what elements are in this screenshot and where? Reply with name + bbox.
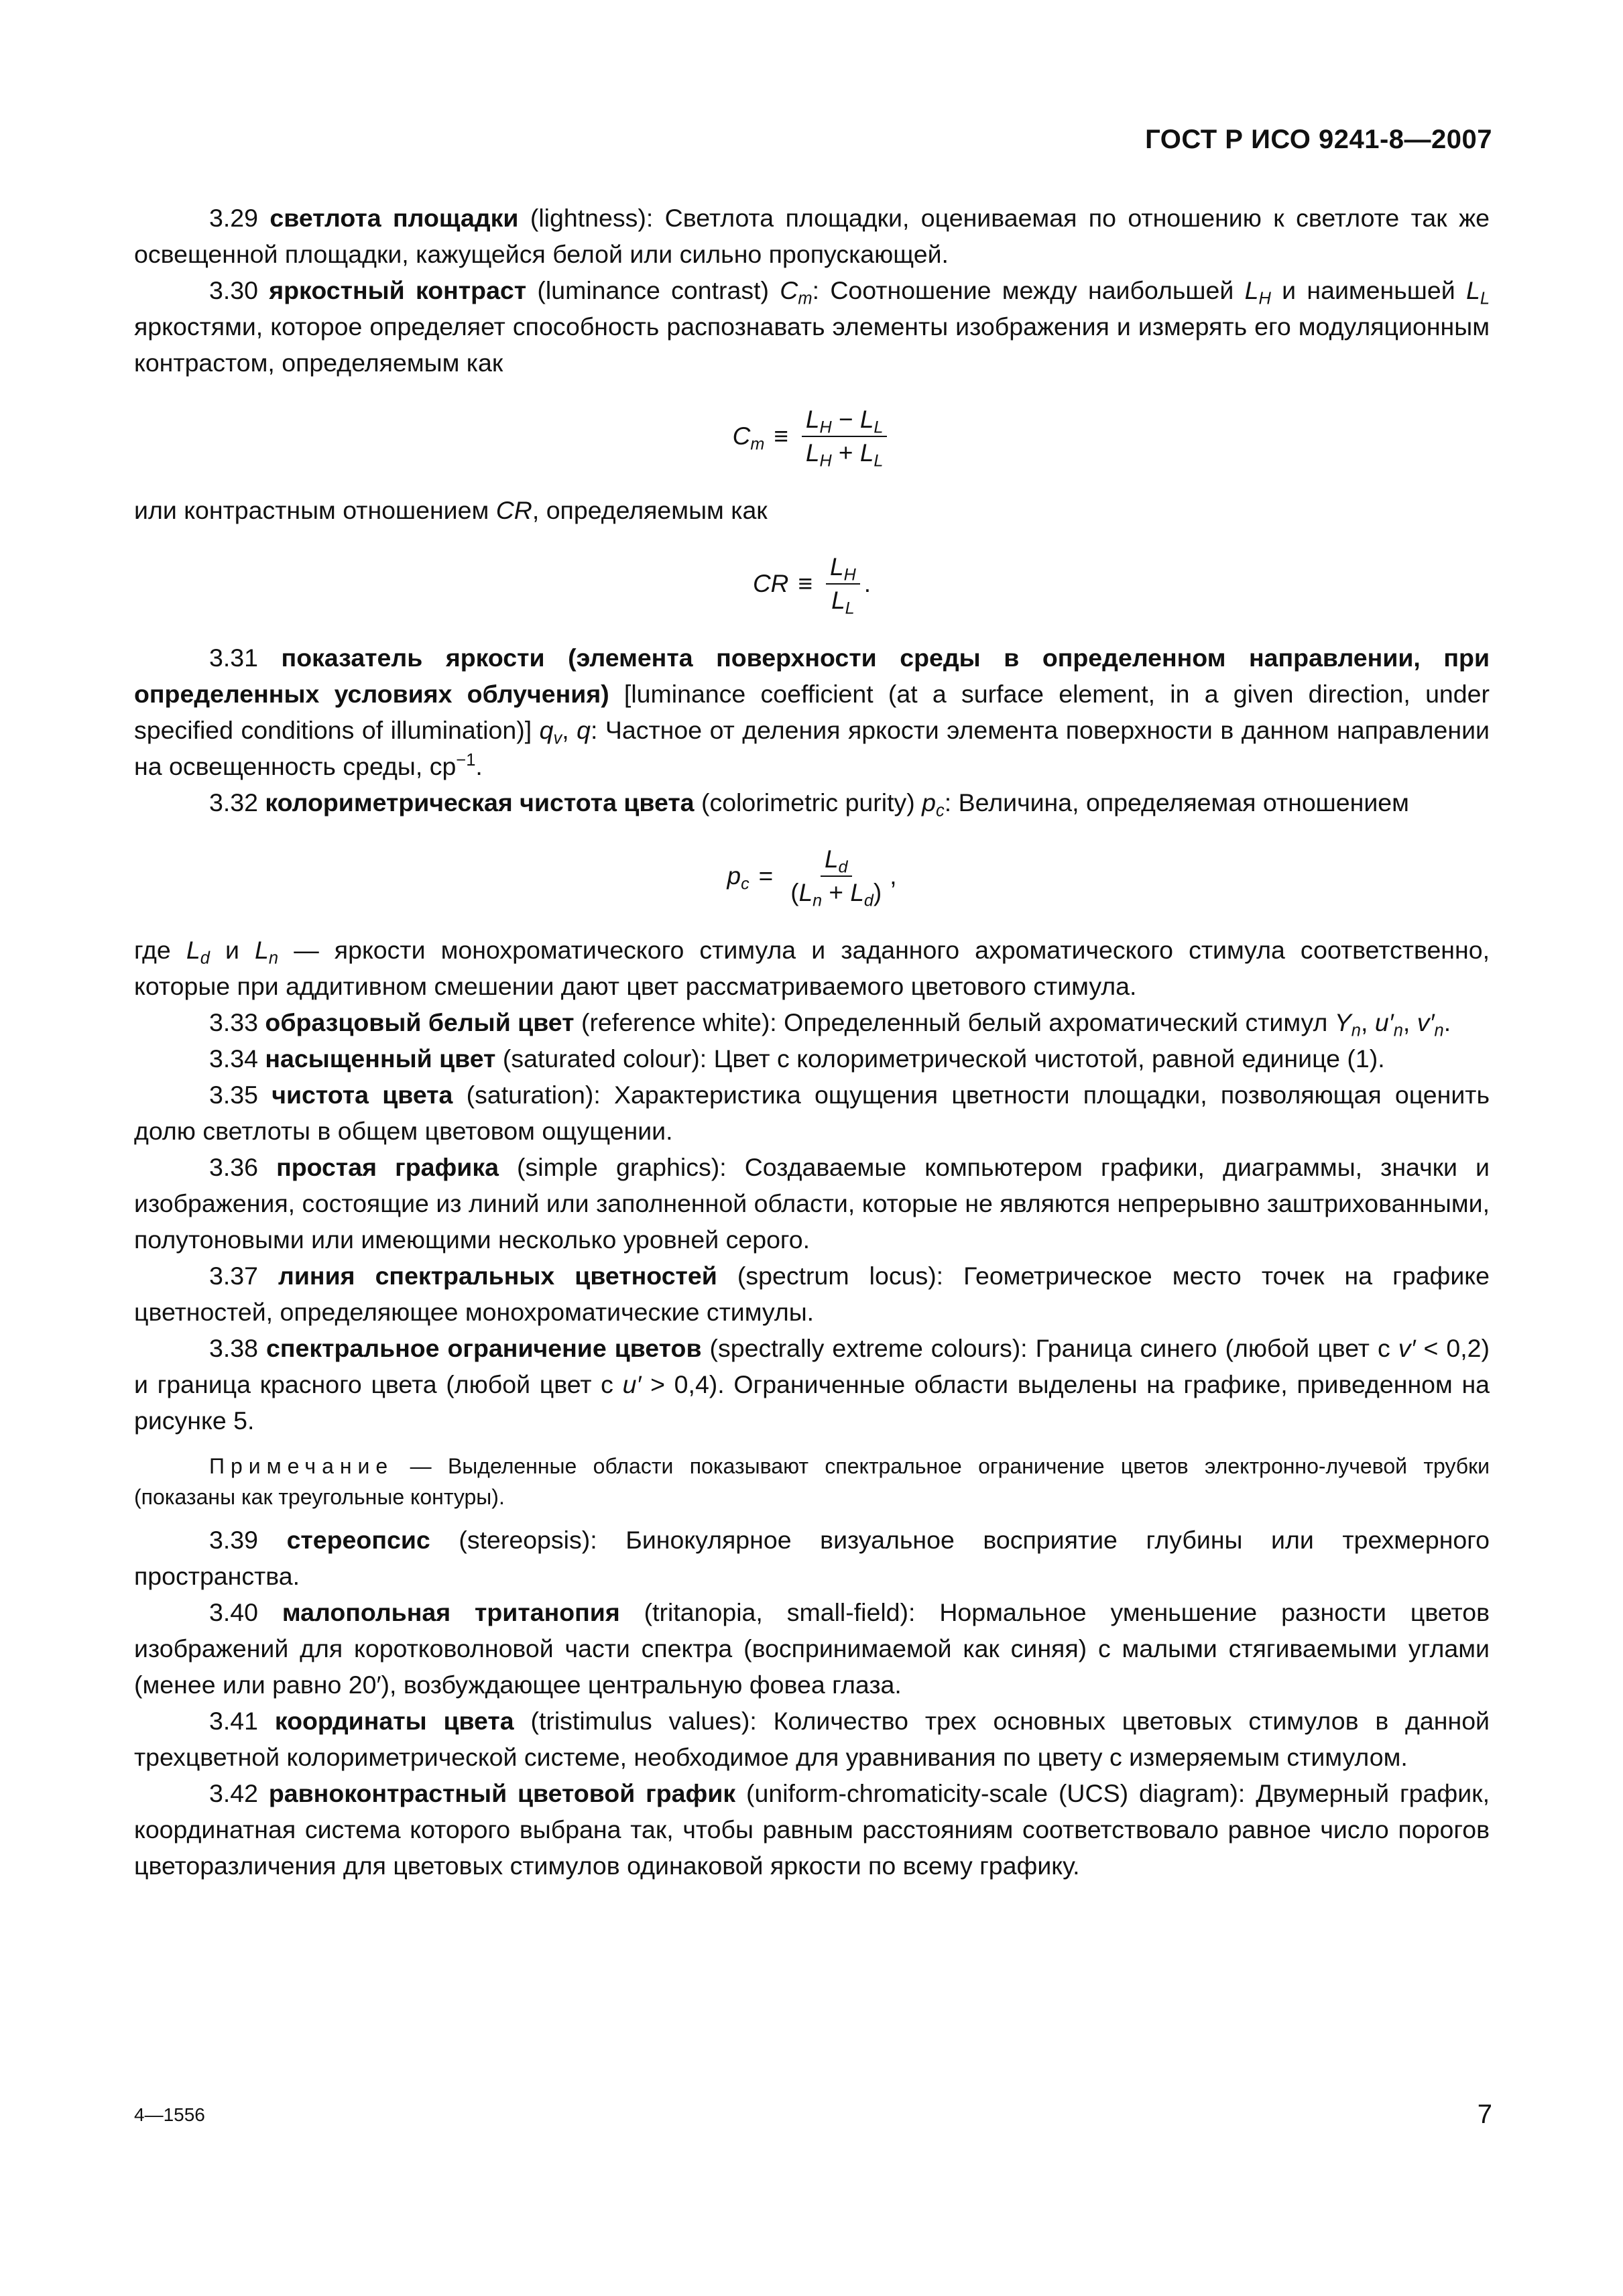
clause-3-31: 3.31 показатель яркости (элемента поверхности среды в определенном направлении, при определенных условиях облучения) [luminance coefficient (at a surface element, in a given direction, under specified conditions of illumination)] $q_v$, q: Частное от деления яркости элемента поверхности в данном направлении на освещенность среды, $ср^{-1}$. [134, 644, 1490, 780]
term: колориметрическая чистота цвета [265, 788, 695, 817]
note-label: Примечание [209, 1454, 394, 1478]
clause-3-29: 3.29 светлота площадки (lightness): Светлота площадки, оцениваемая по отношению к светлоте так же освещенной площадки, кажущейся белой или сильно пропускающей. [134, 204, 1490, 268]
term: простая графика [276, 1153, 499, 1181]
term: чистота цвета [272, 1081, 453, 1109]
term: светлота площадки [269, 204, 519, 232]
clause-3-36: 3.36 простая графика (simple graphics): Создаваемые компьютером графики, диаграммы, значки и изображения, состоящие из линий или заполненной области, которые не являются непрерывно заштрихованными, полутоновыми или имеющими несколько уровней серого. [134, 1153, 1490, 1254]
clause-3-40: 3.40 малопольная тританопия (tritanopia, small-field): Нормальное уменьшение разности цветов изображений для коротковолновой части спектра (воспринимаемой как синяя) с малыми стягиваемыми углами (менее или равно 20′), возбуждающее центральную фовеа глаза. [134, 1598, 1490, 1699]
term: насыщенный цвет [265, 1044, 496, 1073]
term: стереопсис [286, 1526, 430, 1554]
term: малопольная тританопия [282, 1598, 620, 1626]
term: показатель яркости (элемента поверхности среды в определенном направлении, при определенных условиях облучения) [134, 644, 1490, 708]
clause-3-37: 3.37 линия спектральных цветностей (spectrum locus): Геометрическое место точек на графике цветностей, определяющее монохроматические стимулы. [134, 1262, 1490, 1326]
clause-3-30-continued: или контрастным отношением CR, определяемым как [134, 496, 768, 524]
document-body [134, 200, 1490, 1884]
clause-3-30: 3.30 яркостный контраст (luminance contrast) $C_m$: Соотношение между наибольшей $L_H$ и наименьшей $L_L$ яркостями, которое определяет способность распознавать элементы изображения и измерять его модуляционным контрастом, определяемым как [134, 276, 1490, 377]
sheet-number: 4—1556 [134, 2104, 205, 2125]
clause-3-41: 3.41 координаты цвета (tristimulus values): Количество трех основных цветовых стимулов в данной трехцветной колориметрической системе, необходимое для уравнивания по цвету с измеряемым стимулом. [134, 1707, 1490, 1771]
clause-3-32-continued: где $L_d$ и $L_n$ — яркости монохроматического стимула и заданного ахроматического стимула соответственно, которые при аддитивном смешении дают цвет рассматриваемого цветового стимула. [134, 936, 1490, 1000]
clause-3-33: 3.33 образцовый белый цвет (reference white): Определенный белый ахроматический стимул $Y_n$, $u'_n$, $v'_n$. [209, 1008, 1451, 1040]
term: линия спектральных цветностей [278, 1262, 717, 1290]
clause-3-34: 3.34 насыщенный цвет (saturated colour): Цвет с колориметрической чистотой, равной единице (1). [209, 1044, 1385, 1073]
term: образцовый белый цвет [265, 1008, 575, 1036]
formula-contrast-ratio: CR ≡ $\frac{L_H}{L_L}$ . [752, 553, 871, 618]
formula-modulation-contrast: $C_m$ ≡ $\frac{L_H - L_L}{L_H + L_L}$ [134, 405, 1490, 468]
term: равноконтрастный цветовой график [268, 1779, 736, 1807]
document-header: ГОСТ Р ИСО 9241-8—2007 [1145, 125, 1492, 154]
formula-colorimetric-purity: $p_c$ = $\frac{L_d}{(L_n + L_d)}$ , [727, 845, 897, 910]
page-number: 7 [1477, 2100, 1492, 2129]
note: Примечание — Выделенные области показывают спектральное ограничение цветов электронно-лучевой трубки (показаны как треугольные контуры). [134, 1454, 1490, 1509]
term: яркостный контраст [269, 276, 527, 304]
clause-3-35: 3.35 чистота цвета (saturation): Характеристика ощущения цветности площадки, позволяющая оценить долю светлоты в общем цветовом ощущении. [134, 1081, 1490, 1145]
clause-3-38: 3.38 спектральное ограничение цветов (spectrally extreme colours): Граница синего (любой цвет с v′ < 0,2) и граница красного цвета (любой цвет с u′ > 0,4). Ограниченные области выделены на графике, приведенном на рисунке 5. [134, 1334, 1490, 1435]
clause-3-42: 3.42 равноконтрастный цветовой график (uniform-chromaticity-scale (UCS) diagram): Двумерный график, координатная система которого выбрана так, чтобы равным расстояниям соответствовало равное число порогов цветоразличения для цветовых стимулов одинаковой яркости по всему графику. [134, 1779, 1490, 1880]
clause-3-39: 3.39 стереопсис (stereopsis): Бинокулярное визуальное восприятие глубины или трехмерного пространства. [134, 1526, 1490, 1590]
clause-3-32: 3.32 колориметрическая чистота цвета (colorimetric purity) $p_c$: Величина, определяемая отношением [209, 788, 1409, 821]
term: спектральное ограничение цветов [265, 1334, 702, 1362]
term: координаты цвета [274, 1707, 514, 1735]
